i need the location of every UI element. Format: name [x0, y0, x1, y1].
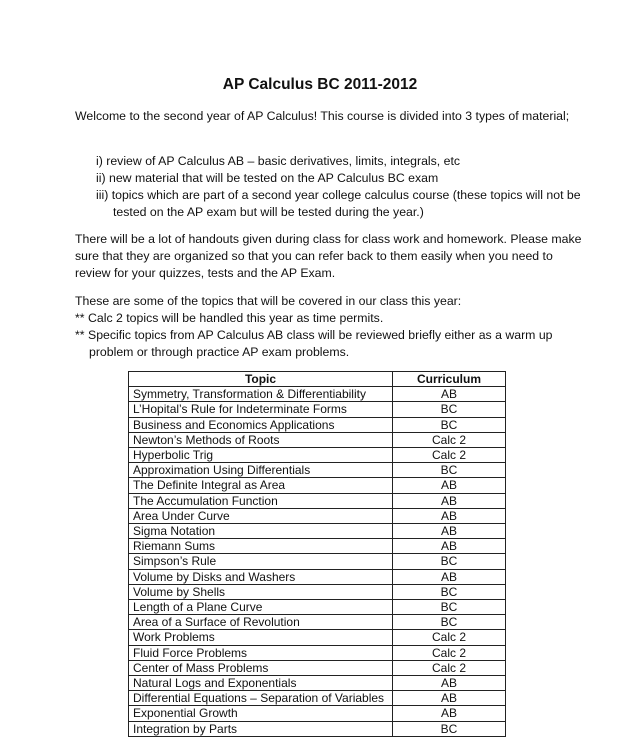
- column-header-curriculum: Curriculum: [393, 372, 506, 387]
- curriculum-cell: AB: [393, 539, 506, 554]
- table-row: [129, 600, 506, 615]
- topic-cell: Natural Logs and Exponentials: [129, 676, 393, 691]
- note-item: ** Specific topics from AP Calculus AB class will be reviewed briefly either as a warm up problem or through practice AP exam problems.: [75, 328, 553, 359]
- intro-paragraph: Welcome to the second year of AP Calculus! This course is divided into 3 types of material;: [75, 109, 570, 123]
- topic-cell: Exponential Growth: [129, 706, 393, 721]
- topic-cell: The Accumulation Function: [129, 493, 393, 508]
- table-row: [129, 493, 506, 508]
- curriculum-cell: BC: [393, 463, 506, 478]
- topics-intro: These are some of the topics that will be covered in our class this year:: [75, 294, 462, 308]
- topic-cell: Business and Economics Applications: [129, 417, 393, 432]
- topic-cell: Newton’s Methods of Roots: [129, 432, 393, 447]
- table-row: [129, 387, 506, 402]
- table-row: [129, 706, 506, 721]
- table-row: [129, 508, 506, 523]
- topic-cell: Work Problems: [129, 630, 393, 645]
- material-type-item: ii) new material that will be tested on the AP Calculus BC exam: [96, 171, 439, 185]
- topic-cell: Differential Equations – Separation of Variables: [129, 691, 393, 706]
- topic-cell: Simpson’s Rule: [129, 554, 393, 569]
- curriculum-cell: AB: [393, 508, 506, 523]
- curriculum-cell: BC: [393, 721, 506, 736]
- curriculum-cell: AB: [393, 676, 506, 691]
- curriculum-cell: Calc 2: [393, 630, 506, 645]
- curriculum-cell: BC: [393, 417, 506, 432]
- table-row: [129, 417, 506, 432]
- topic-cell: The Definite Integral as Area: [129, 478, 393, 493]
- table-row: [129, 448, 506, 463]
- topic-cell: Integration by Parts: [129, 721, 393, 736]
- curriculum-cell: AB: [393, 387, 506, 402]
- curriculum-cell: Calc 2: [393, 432, 506, 447]
- curriculum-cell: BC: [393, 554, 506, 569]
- table-row: [129, 432, 506, 447]
- material-types-list: [75, 153, 595, 221]
- topic-cell: Symmetry, Transformation & Differentiability: [129, 387, 393, 402]
- material-type-item: iii) topics which are part of a second year college calculus course (these topics will not be tested on the AP exam but will be tested during the year.): [96, 188, 581, 219]
- topic-cell: Approximation Using Differentials: [129, 463, 393, 478]
- table-row: [129, 584, 506, 599]
- topic-cell: Area of a Surface of Revolution: [129, 615, 393, 630]
- table-row: [129, 660, 506, 675]
- table-row: [129, 721, 506, 736]
- topic-cell: Volume by Shells: [129, 584, 393, 599]
- note-item: ** Calc 2 topics will be handled this year as time permits.: [75, 311, 384, 325]
- curriculum-cell: Calc 2: [393, 660, 506, 675]
- curriculum-cell: BC: [393, 600, 506, 615]
- topic-cell: Area Under Curve: [129, 508, 393, 523]
- curriculum-cell: AB: [393, 691, 506, 706]
- table-row: [129, 630, 506, 645]
- table-row: [129, 554, 506, 569]
- curriculum-cell: BC: [393, 402, 506, 417]
- topic-cell: Hyperbolic Trig: [129, 448, 393, 463]
- curriculum-cell: AB: [393, 478, 506, 493]
- topic-cell: L’Hopital’s Rule for Indeterminate Forms: [129, 402, 393, 417]
- curriculum-cell: AB: [393, 493, 506, 508]
- table-header-row: [129, 372, 506, 387]
- column-header-topic: Topic: [129, 372, 393, 387]
- page-title: AP Calculus BC 2011-2012: [222, 76, 418, 93]
- handouts-paragraph: There will be a lot of handouts given during class for class work and homework. Please make sure that they are organized so that you can refer back to them easily when you need to review for your quizzes, tests and the AP Exam.: [75, 232, 582, 280]
- topic-cell: Volume by Disks and Washers: [129, 569, 393, 584]
- topics-table-body: [129, 387, 506, 737]
- curriculum-cell: BC: [393, 584, 506, 599]
- table-row: [129, 463, 506, 478]
- table-row: [129, 691, 506, 706]
- table-row: [129, 645, 506, 660]
- topic-cell: Center of Mass Problems: [129, 660, 393, 675]
- table-row: [129, 402, 506, 417]
- topic-cell: Riemann Sums: [129, 539, 393, 554]
- topics-table: [128, 371, 506, 737]
- topic-cell: Length of a Plane Curve: [129, 600, 393, 615]
- curriculum-cell: AB: [393, 569, 506, 584]
- topic-cell: Sigma Notation: [129, 524, 393, 539]
- topic-cell: Fluid Force Problems: [129, 645, 393, 660]
- table-row: [129, 676, 506, 691]
- curriculum-cell: Calc 2: [393, 448, 506, 463]
- curriculum-cell: BC: [393, 615, 506, 630]
- curriculum-cell: AB: [393, 524, 506, 539]
- curriculum-cell: Calc 2: [393, 645, 506, 660]
- curriculum-cell: AB: [393, 706, 506, 721]
- material-type-item: i) review of AP Calculus AB – basic derivatives, limits, integrals, etc: [96, 154, 461, 168]
- notes-list: [75, 310, 595, 361]
- table-row: [129, 569, 506, 584]
- table-row: [129, 478, 506, 493]
- table-row: [129, 615, 506, 630]
- table-row: [129, 524, 506, 539]
- table-row: [129, 539, 506, 554]
